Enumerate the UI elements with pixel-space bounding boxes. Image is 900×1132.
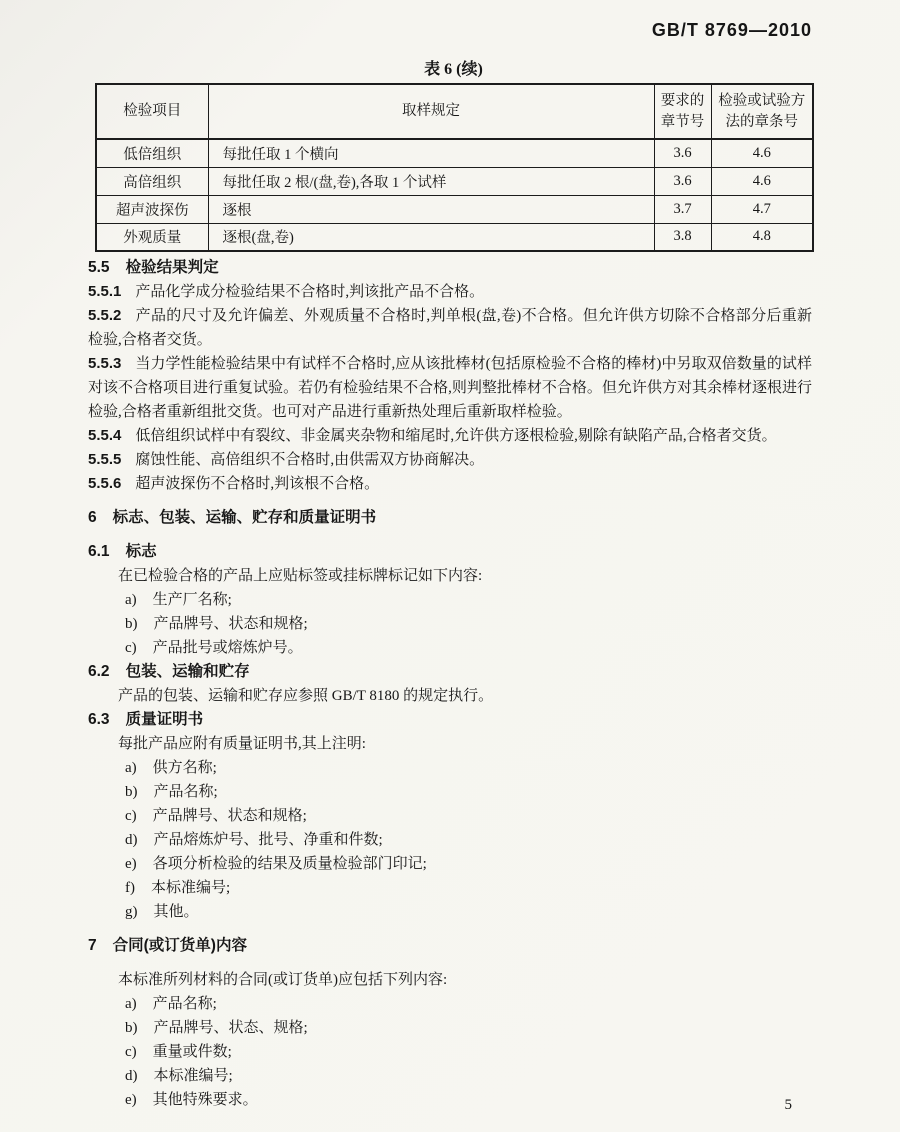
heading-title: 合同(或订货单)内容 [112,937,247,954]
list-text: 产品名称; [152,996,217,1012]
paragraph-7: 本标准所列材料的合同(或订货单)应包括下列内容: [118,972,448,988]
list-item [88,992,812,1016]
list-item [88,1064,812,1088]
cell-method: 4.7 [711,195,813,223]
list-text: 各项分析检验的结果及质量检验部门印记; [152,856,427,872]
list-marker: a) [125,996,137,1012]
col-header-rule: 取样规定 [208,84,654,139]
cell-item: 超声波探伤 [96,195,208,223]
cell-method: 4.8 [711,223,813,251]
heading-number: 6.3 [88,711,110,728]
list-item [88,780,812,804]
list-marker: b) [125,784,138,800]
cell-item: 高倍组织 [96,167,208,195]
clause-number: 5.5.2 [88,307,122,324]
paragraph-6-2: 产品的包装、运输和贮存应参照 GB/T 8180 的规定执行。 [118,688,494,704]
clause-text: 低倍组织试样中有裂纹、非金属夹杂物和缩尾时,允许供方逐根检验,剔除有缺陷产品,合格者交货。 [135,428,777,444]
list-text: 供方名称; [152,760,217,776]
list-marker: c) [125,640,137,656]
list-marker: d) [125,832,138,848]
list-text: 产品牌号、状态和规格; [152,808,307,824]
heading-6 [88,506,812,530]
table-row [96,139,813,167]
clause-text: 当力学性能检验结果中有试样不合格时,应从该批棒材(包括原检验不合格的棒材)中另取双倍数量的试样对该不合格项目进行重复试验。若仍有检验结果不合格,则判整批棒材不合格。但允许供方对其余棒材逐根进行检验,合格者重新组批交货。也可对产品进行重新热处理后重新取样检验。 [88,356,812,420]
col-header-method-line1: 检验或试验方 [718,92,806,109]
table-row [96,195,813,223]
list-text: 本标准编号; [153,1068,233,1084]
table-header-row [96,84,813,139]
heading-title: 包装、运输和贮存 [125,663,250,680]
list-marker: b) [125,1020,138,1036]
list-item [88,1088,812,1112]
clause-text: 超声波探伤不合格时,判该根不合格。 [135,476,380,492]
table-caption: 表 6 (续) [424,61,483,78]
clause-5-5-5 [88,448,812,472]
list-item [88,828,812,852]
list-text: 产品牌号、状态和规格; [153,616,308,632]
list-text: 重量或件数; [152,1044,232,1060]
list-item [88,588,812,612]
cell-rule: 逐根 [208,195,654,223]
clause-text: 产品化学成分检验结果不合格时,判该批产品不合格。 [135,284,485,300]
list-text: 其他特殊要求。 [152,1092,258,1108]
paragraph-6-1: 在已检验合格的产品上应贴标签或挂标牌标记如下内容: [118,568,483,584]
col-header-item: 检验项目 [96,84,208,139]
clause-text: 产品的尺寸及允许偏差、外观质量不合格时,判单根(盘,卷)不合格。但允许供方切除不合格部分后重新检验,合格者交货。 [88,308,812,348]
cell-req: 3.7 [654,195,711,223]
list-item [88,612,812,636]
col-header-method [711,84,813,139]
list-marker: g) [125,904,138,920]
heading-title: 检验结果判定 [125,259,219,276]
heading-6-3 [88,708,812,732]
list-marker: b) [125,616,138,632]
list-marker: f) [125,880,135,896]
list-text: 产品批号或熔炼炉号。 [152,640,303,656]
list-item [88,756,812,780]
heading-7 [88,934,812,958]
paragraph-6-3: 每批产品应附有质量证明书,其上注明: [118,736,366,752]
heading-6-1 [88,540,812,564]
list-item [88,1040,812,1064]
page-number: 5 [784,1097,792,1113]
clause-5-5-2 [88,304,812,352]
list-marker: a) [125,760,137,776]
clause-number: 5.5.5 [88,451,122,468]
table-body [96,139,813,251]
cell-req: 3.6 [654,139,711,167]
cell-rule: 每批任取 1 个横向 [208,139,654,167]
heading-title: 质量证明书 [125,711,204,728]
col-header-req-line1: 要求的 [660,92,705,109]
heading-number: 7 [88,937,97,954]
clause-number: 5.5.6 [88,475,122,492]
list-item [88,636,812,660]
table-row [96,223,813,251]
col-header-req-line2: 章节号 [660,113,705,130]
clause-5-5-1 [88,280,812,304]
list-marker: c) [125,808,137,824]
list-item [88,876,812,900]
heading-number: 6.1 [88,543,110,560]
clause-5-5-6 [88,472,812,496]
table-row [96,167,813,195]
col-header-req [654,84,711,139]
list-marker: e) [125,1092,137,1108]
cell-req: 3.6 [654,167,711,195]
list-marker: a) [125,592,137,608]
heading-5-5 [88,256,812,280]
heading-title: 标志、包装、运输、贮存和质量证明书 [112,509,377,526]
list-text: 产品名称; [153,784,218,800]
clause-number: 5.5.3 [88,355,122,372]
clause-5-5-4 [88,424,812,448]
list-text: 产品熔炼炉号、批号、净重和件数; [153,832,383,848]
list-marker: c) [125,1044,137,1060]
cell-method: 4.6 [711,139,813,167]
inspection-table [95,83,814,252]
list-text: 生产厂名称; [152,592,232,608]
cell-item: 外观质量 [96,223,208,251]
heading-title: 标志 [125,543,157,560]
list-text: 产品牌号、状态、规格; [153,1020,308,1036]
document-body [88,256,812,1112]
table-header [96,84,813,139]
cell-method: 4.6 [711,167,813,195]
list-item [88,1016,812,1040]
list-item [88,852,812,876]
list-item [88,804,812,828]
heading-number: 5.5 [88,259,110,276]
list-text: 本标准编号; [151,880,231,896]
clause-number: 5.5.4 [88,427,122,444]
heading-number: 6.2 [88,663,110,680]
col-header-method-line2: 法的章条号 [725,113,798,130]
cell-req: 3.8 [654,223,711,251]
heading-6-2 [88,660,812,684]
clause-text: 腐蚀性能、高倍组织不合格时,由供需双方协商解决。 [135,452,485,468]
cell-rule: 每批任取 2 根/(盘,卷),各取 1 个试样 [208,167,654,195]
list-marker: e) [125,856,137,872]
clause-5-5-3 [88,352,812,424]
list-text: 其他。 [153,904,199,920]
list-marker: d) [125,1068,138,1084]
list-item [88,900,812,924]
heading-number: 6 [88,509,97,526]
cell-item: 低倍组织 [96,139,208,167]
standard-code: GB/T 8769—2010 [651,20,812,40]
cell-rule: 逐根(盘,卷) [208,223,654,251]
clause-number: 5.5.1 [88,283,122,300]
